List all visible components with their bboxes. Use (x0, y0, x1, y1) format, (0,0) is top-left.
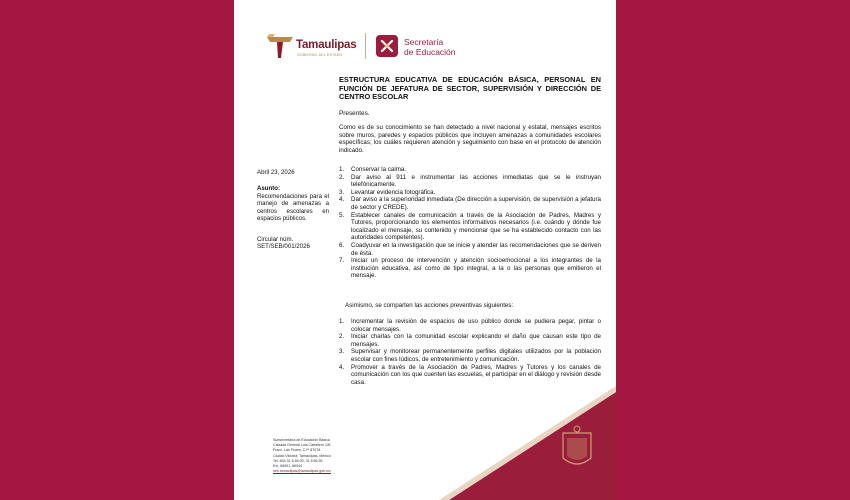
intro-paragraph: Como es de su conocimiento se han detectado a nivel nacional y estatal, mensajes escritos sobre muros, paredes y espacios públicos que incluyen amenazas a comunidades escolares específicas; los cuáles requieren atención y seguimiento con base en el protocolo de atención indicado. (339, 124, 601, 155)
list-item-text: Dar aviso a la superioridad inmediata (De dirección a supervisión, de supervisión a jefatura de sector y CREDE). (351, 196, 601, 211)
secretaria-line2: de Educación (404, 47, 456, 57)
list-item-text: Iniciar charlas con la comunidad escolar explicando el daño que causan este tipo de mensajes. (351, 333, 601, 348)
brand-tagline: GOBIERNO DEL ESTADO (297, 53, 343, 57)
list-number: 3. (339, 188, 345, 196)
list-item-text: Establecer canales de comunicación a través de la Asociación de Padres, Madres y Tutores, proporcionando los elementos informativos necesarios (i.e. cuándo y dónde fue localizado el mensaje, su contenido y mencionar que se ha establecido contacto con las autoridades competentes). (351, 211, 601, 242)
subject-text: Recomendaciones para el manejo de amenazas a centros escolares en espacios públicos. (257, 193, 329, 223)
footer-decoration (234, 0, 616, 500)
list-item-text: Iniciar un proceso de intervención y atención socioemocional a los integrantes de la institución educativa, así como de tipo integral, a la o las personas que emitieron el mensaje. (351, 257, 601, 280)
footer-line: Ext. 66051, 66044 (273, 464, 303, 469)
circular-number: Circular núm. SET/SEB/001/2026 (257, 236, 310, 251)
list-item-text: Conservar la calma. (351, 166, 407, 173)
document-page (234, 0, 616, 500)
footer-email-link[interactable]: seb.tamaulipas@tamaulipas.gob.mx (273, 469, 331, 474)
list-item-text: Coadyuvar en la investigación que se inicie y atender las recomendaciones que se deriven de ésta. (351, 241, 601, 257)
list-number: 7. (339, 257, 345, 265)
list-item-text: Supervisar y monitorear permanentemente perfiles digitales utilizados por la población escolar con fines lúdicos, de entretenimiento y comunicación. (351, 348, 601, 363)
footer-line: Fracc. Las Flores, C.P. 87078 (273, 448, 321, 453)
list-item-text: Dar aviso al 911 e instrumentar las acciones inmediatas que se le instruyan telefónicamente. (351, 173, 601, 189)
list-number: 1. (339, 318, 345, 325)
footer-line: Ciudad Victoria, Tamaulipas, México (273, 453, 331, 458)
footer-address (273, 438, 393, 474)
list-item-text: Promover a través de la Asociación de Padres, Madres y Tutores y los canales de comunicación con los que cuenten las escuelas, el participar en el diálogo y revisión desde casa. (351, 363, 601, 386)
list-number: 5. (339, 211, 345, 219)
list-item-text: Incrementar la revisión de espacios de uso público donde se pudiera pegar, pintar o colocar mensajes. (351, 318, 601, 333)
footer-line: Subsecretaría de Educación Básica (273, 438, 330, 442)
preventive-intro: Asimismo, se comparten las acciones preventivas siguientes: (345, 302, 514, 309)
document-title: ESTRUCTURA EDUCATIVA DE EDUCACIÓN BÁSICA, PERSONAL EN FUNCIÓN DE JEFATURA DE SECTOR, SUPERVISIÓN Y DIRECCIÓN DE CENTRO ESCOLAR (339, 75, 601, 102)
document-date: Abril 23, 2026 (257, 169, 295, 176)
footer-line: Tel. 834 31 8 66 00, 31 8 66 55 (273, 458, 323, 463)
list-number: 1. (339, 166, 345, 173)
list-number: 3. (339, 348, 345, 356)
list-number: 2. (339, 173, 345, 181)
list-number: 6. (339, 241, 345, 249)
list-item-text: Levantar evidencia fotográfica. (351, 188, 436, 196)
subject-label: Asunto: (257, 185, 281, 192)
list-number: 4. (339, 196, 345, 204)
brand-name: Tamaulipas (296, 39, 357, 51)
secretaria-line1: Secretaría (404, 37, 444, 47)
list-number: 2. (339, 333, 345, 341)
greeting: Presentes. (339, 110, 370, 117)
list-number: 4. (339, 363, 345, 371)
footer-line: Calzada General Luis Caballero 1/N (273, 443, 331, 448)
